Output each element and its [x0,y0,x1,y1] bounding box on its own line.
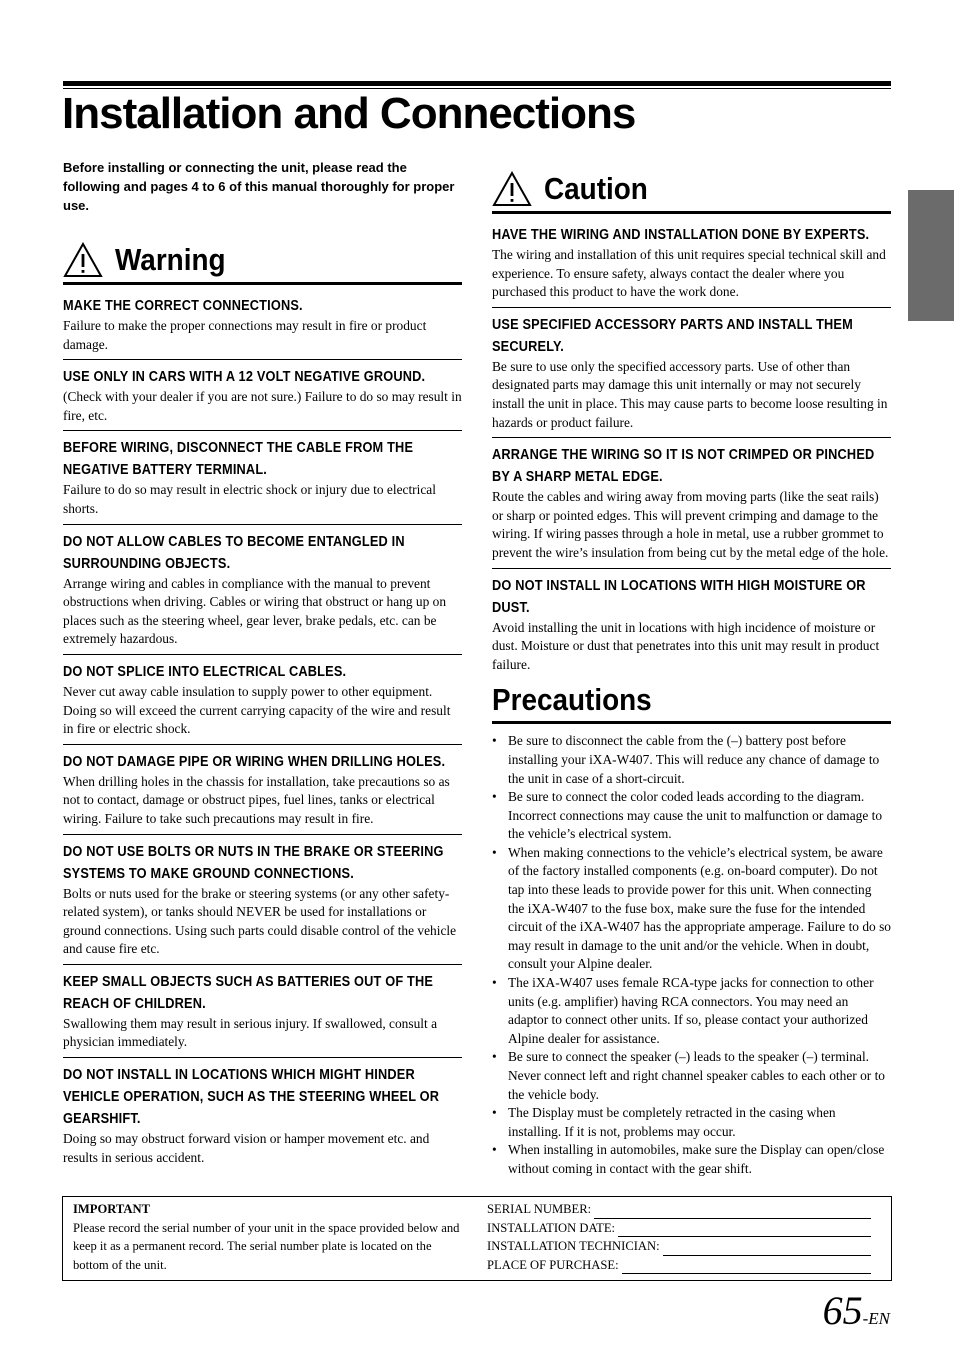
page-number [823,1288,890,1334]
caution-item-heading: ARRANGE THE WIRING SO IT IS NOT CRIMPED OR PINCHED BY A SHARP METAL EDGE. [492,447,875,486]
page-number-suffix: -EN [862,1309,890,1328]
section-tab [908,190,954,321]
warning-item [63,745,462,835]
record-field-row [487,1200,871,1219]
intro-text: Before installing or connecting the unit, please read the following and pages 4 to 6 of this manual thoroughly for proper use. [63,160,455,213]
precaution-item: • The Display must be completely retracted in the casing when installing. If it is not, problems may occur. [492,1104,891,1141]
caution-item [492,569,891,680]
warning-item-heading: BEFORE WIRING, DISCONNECT THE CABLE FROM THE NEGATIVE BATTERY TERMINAL. [63,440,414,479]
warning-item [63,525,462,655]
caution-item-body: The wiring and installation of this unit requires special technical skill and experience. To ensure safety, always contact the dealer where you purchased this product to have the work done. [492,247,886,300]
precautions-list [492,732,891,1178]
warning-item-heading: MAKE THE CORRECT CONNECTIONS. [63,298,303,314]
warning-item-body: When drilling holes in the chassis for installation, take precautions so as not to contact, damage or obstruct pipes, fuel lines, tanks or electrical wiring. Failure to take such precautions may result in fire. [63,773,450,826]
record-field-blank [663,1242,871,1256]
warning-item [63,360,462,431]
record-field-blank [622,1260,871,1274]
record-fields [487,1200,871,1274]
record-field-row [487,1219,871,1238]
warning-item-body: Doing so may obstruct forward vision or hamper movement etc. and results in serious accident. [63,1131,430,1165]
warning-item-heading: DO NOT SPLICE INTO ELECTRICAL CABLES. [63,663,347,680]
record-field-label: SERIAL NUMBER: [487,1202,592,1216]
caution-item-body: Be sure to use only the specified accessory parts. Use of other than designated parts may damage this unit internally or may not securely install the unit in place. This may cause parts to become loose resulting in hazards or product failure. [492,358,888,430]
warning-item-body: (Check with your dealer if you are not sure.) Failure to do so may result in fire, etc. [63,389,462,423]
precaution-item: • When installing in automobiles, make sure the Display can open/close without coming in contact with the gear shift. [492,1141,891,1178]
caution-item-heading: DO NOT INSTALL IN LOCATIONS WITH HIGH MOISTURE OR DUST. [492,577,866,616]
caution-item [492,308,891,438]
warning-item-body: Arrange wiring and cables in compliance with the manual to prevent obstructions when driving. Cables or wiring that obstruct or hang up on places such as the steering wheel, gear lever, brake pedals, etc. can be extremely hazardous. [63,575,447,647]
page-title: Installation and Connections [62,89,636,138]
warning-header [63,241,462,285]
record-field-blank [594,1205,871,1219]
precaution-item: • Be sure to disconnect the cable from the (–) battery post before installing your iXA-W407. This will reduce any chance of damage to the unit in case of a short-circuit. [492,732,891,788]
right-column [492,170,891,1179]
warning-item-body: Never cut away cable insulation to supply power to other equipment. Doing so will exceed the current carrying capacity of the wire and result in fire or electric shock. [63,683,451,737]
caution-item-heading: HAVE THE WIRING AND INSTALLATION DONE BY EXPERTS. [492,227,870,243]
caution-item-body: Avoid installing the unit in locations with high incidence of moisture or dust. Moisture or dust that penetrates into this unit may result in product failure. [492,619,880,672]
warning-item-heading: DO NOT DAMAGE PIPE OR WIRING WHEN DRILLING HOLES. [63,753,446,770]
warning-item [63,1058,462,1172]
warning-item [63,965,462,1058]
precaution-item: • The iXA-W407 uses female RCA-type jacks for connection to other units (e.g. amplifier) having RCA connectors. You may need an adaptor to connect other units. If so, please contact your authorized Alpine dealer for assistance. [492,974,891,1048]
warning-item-body: Swallowing them may result in serious injury. If swallowed, consult a physician immediately. [63,1015,438,1050]
caution-title: Caution [544,171,648,206]
caution-list [492,218,891,679]
caution-icon [492,171,532,207]
warning-icon [63,242,103,278]
top-rule [63,81,891,86]
precaution-item: • Be sure to connect the speaker (–) leads to the speaker (–) terminal. Never connect left and right channel speaker cables to each other or to the vehicle body. [492,1048,891,1104]
warning-item-body: Bolts or nuts used for the brake or steering systems (or any other safety-related system), or tanks should NEVER be used for installations or ground connections. Using such parts could disable control of the vehicle and cause fire etc. [63,885,457,957]
precautions-title [492,681,891,724]
caution-item [492,218,891,308]
important-box [62,1196,892,1281]
warning-item-body: Failure to do so may result in electric shock or injury due to electrical shorts. [63,482,436,516]
important-heading: IMPORTANT [73,1202,150,1216]
warning-item-heading: DO NOT INSTALL IN LOCATIONS WHICH MIGHT HINDER VEHICLE OPERATION, SUCH AS THE STEERING WHEEL OR GEARSHIFT. [63,1067,440,1128]
page-number-value: 65 [822,1288,863,1333]
caution-item-heading: USE SPECIFIED ACCESSORY PARTS AND INSTALL THEM SECURELY. [492,316,853,355]
precaution-item: • Be sure to connect the color coded leads according to the diagram. Incorrect connections may cause the unit to malfunction or damage to the vehicle’s electrical system. [492,788,891,844]
record-field-label: INSTALLATION TECHNICIAN: [487,1239,660,1254]
warning-item-heading: KEEP SMALL OBJECTS SUCH AS BATTERIES OUT OF THE REACH OF CHILDREN. [63,973,434,1012]
warning-item [63,655,462,745]
warning-title: Warning [115,242,226,277]
important-body: Please record the serial number of your unit in the space provided below and keep it as a permanent record. The serial number plate is located on the bottom of the unit. [73,1220,460,1272]
warning-item-body: Failure to make the proper connections may result in fire or product damage. [63,318,427,352]
warning-item-heading: USE ONLY IN CARS WITH A 12 VOLT NEGATIVE GROUND. [63,369,426,386]
important-notice [73,1200,463,1274]
warning-list [63,289,462,1172]
warning-item [63,289,462,360]
caution-item-body: Route the cables and wiring away from moving parts (like the seat rails) or sharp or pointed edges. This will prevent crimping and damage to the wiring. If wiring passes through a hole in metal, use a rubber grommet to prevent the wire’s insulation from being cut by the metal edge of the hole. [492,489,889,560]
record-field-blank [618,1223,871,1237]
caution-item [492,438,891,568]
record-field-row [487,1256,871,1275]
warning-item-heading: DO NOT USE BOLTS OR NUTS IN THE BRAKE OR STEERING SYSTEMS TO MAKE GROUND CONNECTIONS. [63,843,444,882]
precautions-title-text: Precautions [492,682,652,718]
warning-item [63,835,462,965]
warning-item [63,431,462,524]
precaution-item: • When making connections to the vehicle’s electrical system, be aware of the factory installed components (e.g. on-board computer). Do not tap into these leads to provide power for this unit. When connecting the iXA-W407 to the fuse box, make sure the fuse for the intended circuit of the iXA-W407 has the appropriate amperage. Failure to do so may result in damage to the unit and/or the vehicle. When in doubt, consult your Alpine dealer. [492,844,891,974]
record-field-label: INSTALLATION DATE: [487,1220,616,1235]
warning-item-heading: DO NOT ALLOW CABLES TO BECOME ENTANGLED IN SURROUNDING OBJECTS. [63,533,405,572]
record-field-row [487,1237,871,1256]
record-field-label: PLACE OF PURCHASE: [487,1257,619,1272]
left-column [63,158,462,1172]
caution-header [492,170,891,214]
